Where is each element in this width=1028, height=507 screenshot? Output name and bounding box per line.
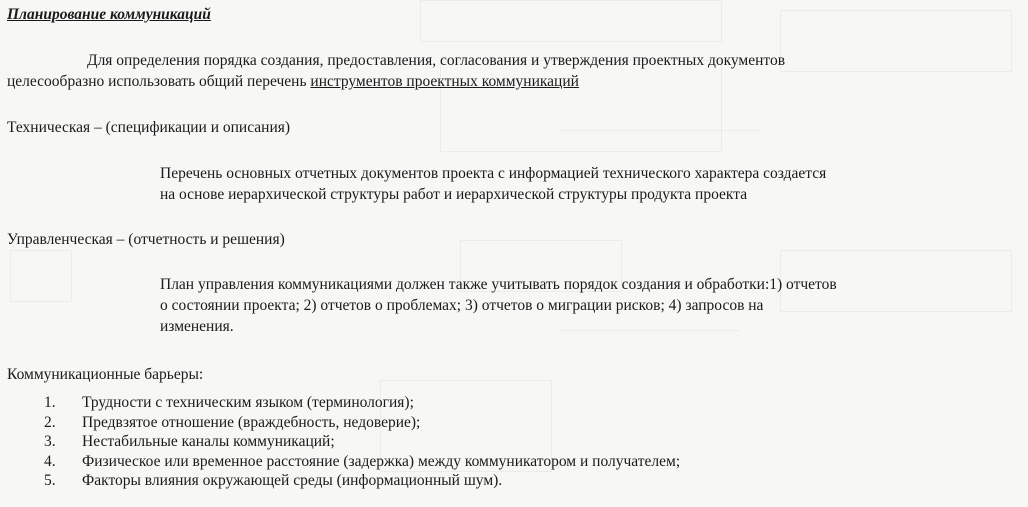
list-item-number: 3. (44, 433, 56, 450)
tools-link-text: инструментов проектных коммуникаций (310, 73, 579, 90)
managerial-line-3: изменения. (160, 318, 234, 335)
scan-artifact (780, 10, 1012, 72)
list-item-text: Физическое или временное расстояние (задержка) между коммуникатором и получателем; (82, 452, 681, 470)
barriers-heading: Коммуникационные барьеры: (7, 366, 204, 383)
technical-line-1: Перечень основных отчетных документов проекта с информацией технического характера создается (160, 165, 827, 182)
scan-artifact (10, 250, 72, 302)
list-item-text: Нестабильные каналы коммуникаций; (82, 433, 335, 450)
intro-text: целесообразно использовать общий перечень (7, 73, 311, 90)
list-item-number: 5. (44, 472, 56, 489)
managerial-heading: Управленческая – (отчетность и решения) (7, 231, 285, 248)
intro-line-1: Для определения порядка создания, предоставления, согласования и утверждения проектных документов (87, 52, 786, 69)
intro-line-2 (7, 71, 579, 92)
technical-heading: Техническая – (спецификации и описания) (7, 119, 291, 136)
managerial-line-1: План управления коммуникациями должен также учитывать порядок создания и обработки:1) отчетов (160, 276, 837, 293)
list-item-number: 4. (44, 452, 56, 470)
list-item-text: Факторы влияния окружающей среды (информационный шум). (82, 472, 503, 489)
scan-artifact (560, 330, 740, 331)
scan-artifact (420, 0, 722, 42)
page-title: Планирование коммуникаций (7, 6, 211, 23)
managerial-line-2: о состоянии проекта; 2) отчетов о проблемах; 3) отчетов о миграции рисков; 4) запросов на (160, 297, 764, 314)
scan-artifact (560, 130, 760, 131)
list-item-text: Предвзятое отношение (враждебность, недоверие); (82, 413, 421, 431)
list-item-number: 1. (44, 394, 56, 411)
list-item-number: 2. (44, 413, 56, 431)
list-item-text: Трудности с техническим языком (терминология); (82, 394, 414, 411)
technical-line-2: на основе иерархической структуры работ и иерархической структуры продукта проекта (160, 186, 748, 203)
